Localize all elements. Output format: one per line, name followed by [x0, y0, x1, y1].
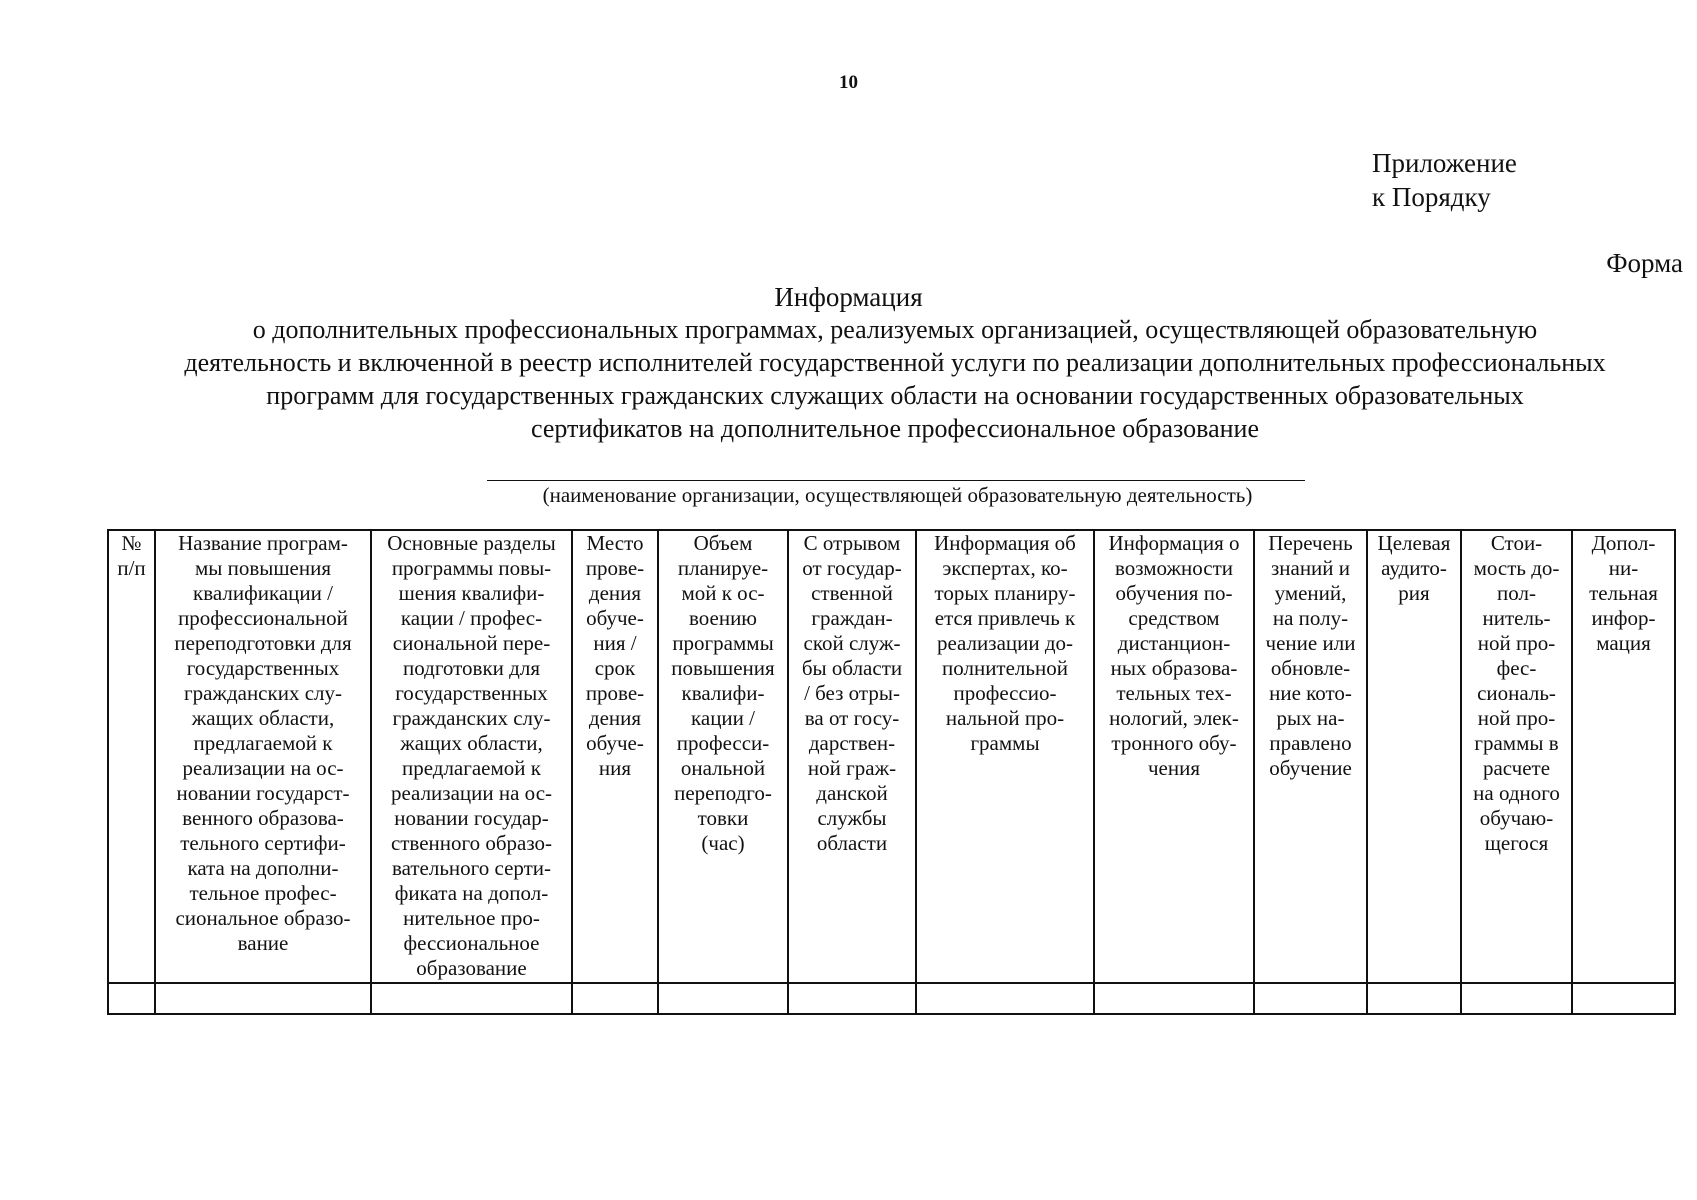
header-line: Информация о	[1108, 531, 1240, 555]
header-line: воению	[688, 606, 757, 630]
header-line: повышения	[671, 656, 775, 680]
header-line: прове-	[585, 556, 645, 580]
header-line: ской служ-	[803, 631, 901, 655]
header-cell-knowledge-skills	[1254, 530, 1367, 983]
header-line: граммы	[970, 731, 1040, 755]
header-line: Название програм-	[178, 531, 348, 555]
header-line: сиональной пере-	[392, 631, 551, 655]
header-line: професси-	[676, 731, 770, 755]
header-line: нальной про-	[945, 706, 1065, 730]
header-line: вательного серти-	[391, 856, 552, 880]
header-line: фессиональное	[403, 931, 540, 955]
header-line: обучения по-	[1115, 581, 1233, 605]
header-line: инфор-	[1591, 606, 1656, 630]
header-line: планируе-	[677, 556, 769, 580]
header-line: полнительной	[942, 656, 1068, 680]
header-line: государственных	[395, 681, 548, 705]
header-line: рия	[1398, 581, 1430, 605]
table-cell	[788, 983, 916, 1014]
header-line: кации /	[690, 706, 755, 730]
header-line: граммы в	[1474, 731, 1559, 755]
header-line: ката на дополни-	[187, 856, 339, 880]
header-line: на одного	[1473, 781, 1560, 805]
form-label: Форма	[1606, 248, 1683, 278]
table-cell	[1572, 983, 1675, 1014]
header-line: реализации на ос-	[390, 781, 553, 805]
header-line: расчете	[1482, 756, 1551, 780]
header-line: (час)	[701, 831, 745, 855]
header-line: профессио-	[953, 681, 1057, 705]
header-line: на полу-	[1272, 606, 1349, 630]
table-cell	[155, 983, 371, 1014]
header-line: фиката на допол-	[394, 881, 549, 905]
header-cell-number	[108, 530, 155, 983]
header-line: ональной	[680, 756, 766, 780]
programs-table	[107, 529, 1676, 1015]
header-line: Информация об	[934, 531, 1076, 555]
header-line: обучаю-	[1479, 806, 1554, 830]
header-line: Основные разделы	[387, 531, 556, 555]
header-line: Место	[586, 531, 644, 555]
header-line: щегося	[1484, 831, 1549, 855]
header-line: реализации на ос-	[182, 756, 344, 780]
header-line: тронного обу-	[1111, 731, 1237, 755]
organization-caption: (наименование организации, осуществляющей образовательную деятельность)	[542, 483, 1253, 507]
header-line: ственного образо-	[390, 831, 553, 855]
header-line: жащих области,	[400, 731, 543, 755]
header-line: С отрывом	[803, 531, 901, 555]
header-line: умений,	[1274, 581, 1347, 605]
header-cell-program-sections	[371, 530, 572, 983]
header-cell-cost	[1461, 530, 1572, 983]
header-cell-additional-info	[1572, 530, 1675, 983]
header-line: тельного сертифи-	[180, 831, 346, 855]
table-header-row	[108, 530, 1675, 983]
header-line: мой к ос-	[681, 581, 765, 605]
header-line: пол-	[1497, 581, 1536, 605]
header-line: данской	[816, 781, 888, 805]
header-line: возможности	[1114, 556, 1234, 580]
header-line: мы повышения	[194, 556, 332, 580]
header-line: ственной	[811, 581, 893, 605]
appendix-note	[1372, 146, 1517, 214]
header-line: ной про-	[1477, 631, 1556, 655]
header-line: нительное про-	[403, 906, 540, 930]
page-number: 10	[839, 72, 858, 93]
header-line: образование	[416, 956, 527, 980]
table-cell	[371, 983, 572, 1014]
header-line: рых на-	[1276, 706, 1345, 730]
header-line: предлагаемой к	[401, 756, 541, 780]
header-line: правлено	[1269, 731, 1352, 755]
header-line: государственных	[186, 656, 340, 680]
header-line: квалифи-	[681, 681, 765, 705]
header-line: области	[816, 831, 888, 855]
header-line: экспертах, ко-	[942, 556, 1068, 580]
header-line: службы	[817, 806, 887, 830]
header-cell-experts	[916, 530, 1094, 983]
header-cell-study-mode	[788, 530, 916, 983]
header-line: обуче-	[586, 606, 644, 630]
header-line: гражданских слу-	[184, 681, 342, 705]
header-line: новании государ-	[394, 806, 549, 830]
header-line: мация	[1596, 631, 1651, 655]
header-line: ния /	[593, 631, 637, 655]
subtitle-line-3: программ для государственных гражданских служащих области на основании государственных образовательных	[266, 381, 1524, 410]
table-cell	[1367, 983, 1461, 1014]
table-cell	[916, 983, 1094, 1014]
header-line: №	[121, 531, 142, 555]
header-line: сиональ-	[1477, 681, 1556, 705]
subtitle-line-2: деятельность и включенной в реестр исполнителей государственной услуги по реализации дополнительных профессиональных	[184, 348, 1606, 377]
header-line: переподго-	[674, 781, 772, 805]
header-line: программы повы-	[391, 556, 552, 580]
appendix-line-1: Приложение	[1372, 148, 1517, 178]
header-cell-program-name	[155, 530, 371, 983]
header-line: Объем	[693, 531, 753, 555]
table-cell	[108, 983, 155, 1014]
header-line: мость до-	[1473, 556, 1560, 580]
header-line: ния	[598, 756, 632, 780]
header-cell-target-audience	[1367, 530, 1461, 983]
header-line: обновле-	[1270, 656, 1351, 680]
header-line: программы	[672, 631, 774, 655]
header-line: бы области	[801, 656, 903, 680]
organization-name-line	[487, 480, 1305, 481]
header-line: Целевая	[1377, 531, 1451, 555]
table-cell	[1254, 983, 1367, 1014]
header-line: ется привлечь к	[934, 606, 1076, 630]
header-line: тельных тех-	[1116, 681, 1232, 705]
header-line: жащих области,	[191, 706, 335, 730]
header-line: нологий, элек-	[1109, 706, 1239, 730]
appendix-line-2: к Порядку	[1372, 182, 1491, 212]
header-line: шения квалифи-	[398, 581, 545, 605]
header-line: ни-	[1608, 556, 1639, 580]
header-line: Допол-	[1591, 531, 1656, 555]
header-line: предлагаемой к	[193, 731, 333, 755]
header-line: ных образова-	[1110, 656, 1238, 680]
header-line: Стои-	[1490, 531, 1543, 555]
header-line: ной граж-	[807, 756, 897, 780]
header-line: ва от госу-	[804, 706, 900, 730]
header-line: сиональное образо-	[175, 906, 351, 930]
subtitle-line-1: о дополнительных профессиональных программах, реализуемых организацией, осуществляющей образовательную	[252, 315, 1538, 344]
header-line: тельное профес-	[189, 881, 337, 905]
header-line: вание	[237, 931, 289, 955]
header-line: нитель-	[1482, 606, 1551, 630]
header-line: ной про-	[1477, 706, 1556, 730]
table-cell	[572, 983, 658, 1014]
table-cell	[1094, 983, 1254, 1014]
header-line: Перечень	[1268, 531, 1353, 555]
header-line: подготовки для	[403, 656, 540, 680]
header-line: торых планиру-	[934, 581, 1076, 605]
subtitle-line-4: сертификатов на дополнительное профессиональное образование	[530, 414, 1259, 443]
header-line: п/п	[117, 556, 146, 580]
header-line: фес-	[1496, 656, 1537, 680]
header-line: товки	[697, 806, 749, 830]
header-line: переподготовки для	[174, 631, 352, 655]
header-line: новании государст-	[176, 781, 350, 805]
table-cell	[1461, 983, 1572, 1014]
header-line: от государ-	[802, 556, 902, 580]
header-cell-volume-hours	[658, 530, 788, 983]
header-line: / без отры-	[804, 681, 900, 705]
header-line: обучение	[1269, 756, 1352, 780]
table-row	[108, 983, 1675, 1014]
header-line: дарствен-	[808, 731, 896, 755]
header-cell-place-and-term	[572, 530, 658, 983]
header-line: дения	[588, 706, 642, 730]
header-line: знаний и	[1270, 556, 1351, 580]
table-cell	[658, 983, 788, 1014]
header-line: чения	[1147, 756, 1201, 780]
header-cell-distance-learning	[1094, 530, 1254, 983]
header-line: гражданских слу-	[392, 706, 551, 730]
header-line: срок	[594, 656, 636, 680]
header-line: прове-	[585, 681, 645, 705]
header-line: ние кото-	[1269, 681, 1352, 705]
header-line: аудито-	[1381, 556, 1447, 580]
header-line: средством	[1128, 606, 1220, 630]
document-title: Информация	[774, 282, 923, 312]
header-line: чение или	[1265, 631, 1356, 655]
header-line: кации / профес-	[400, 606, 543, 630]
header-line: граждан-	[811, 606, 893, 630]
header-line: тельная	[1589, 581, 1658, 605]
header-line: венного образова-	[182, 806, 344, 830]
header-line: профессиональной	[178, 606, 348, 630]
header-line: квалификации /	[193, 581, 333, 605]
header-line: дения	[588, 581, 642, 605]
document-subtitle	[90, 313, 1697, 445]
header-line: обуче-	[586, 731, 644, 755]
header-line: реализации до-	[936, 631, 1074, 655]
header-line: дистанцион-	[1117, 631, 1231, 655]
